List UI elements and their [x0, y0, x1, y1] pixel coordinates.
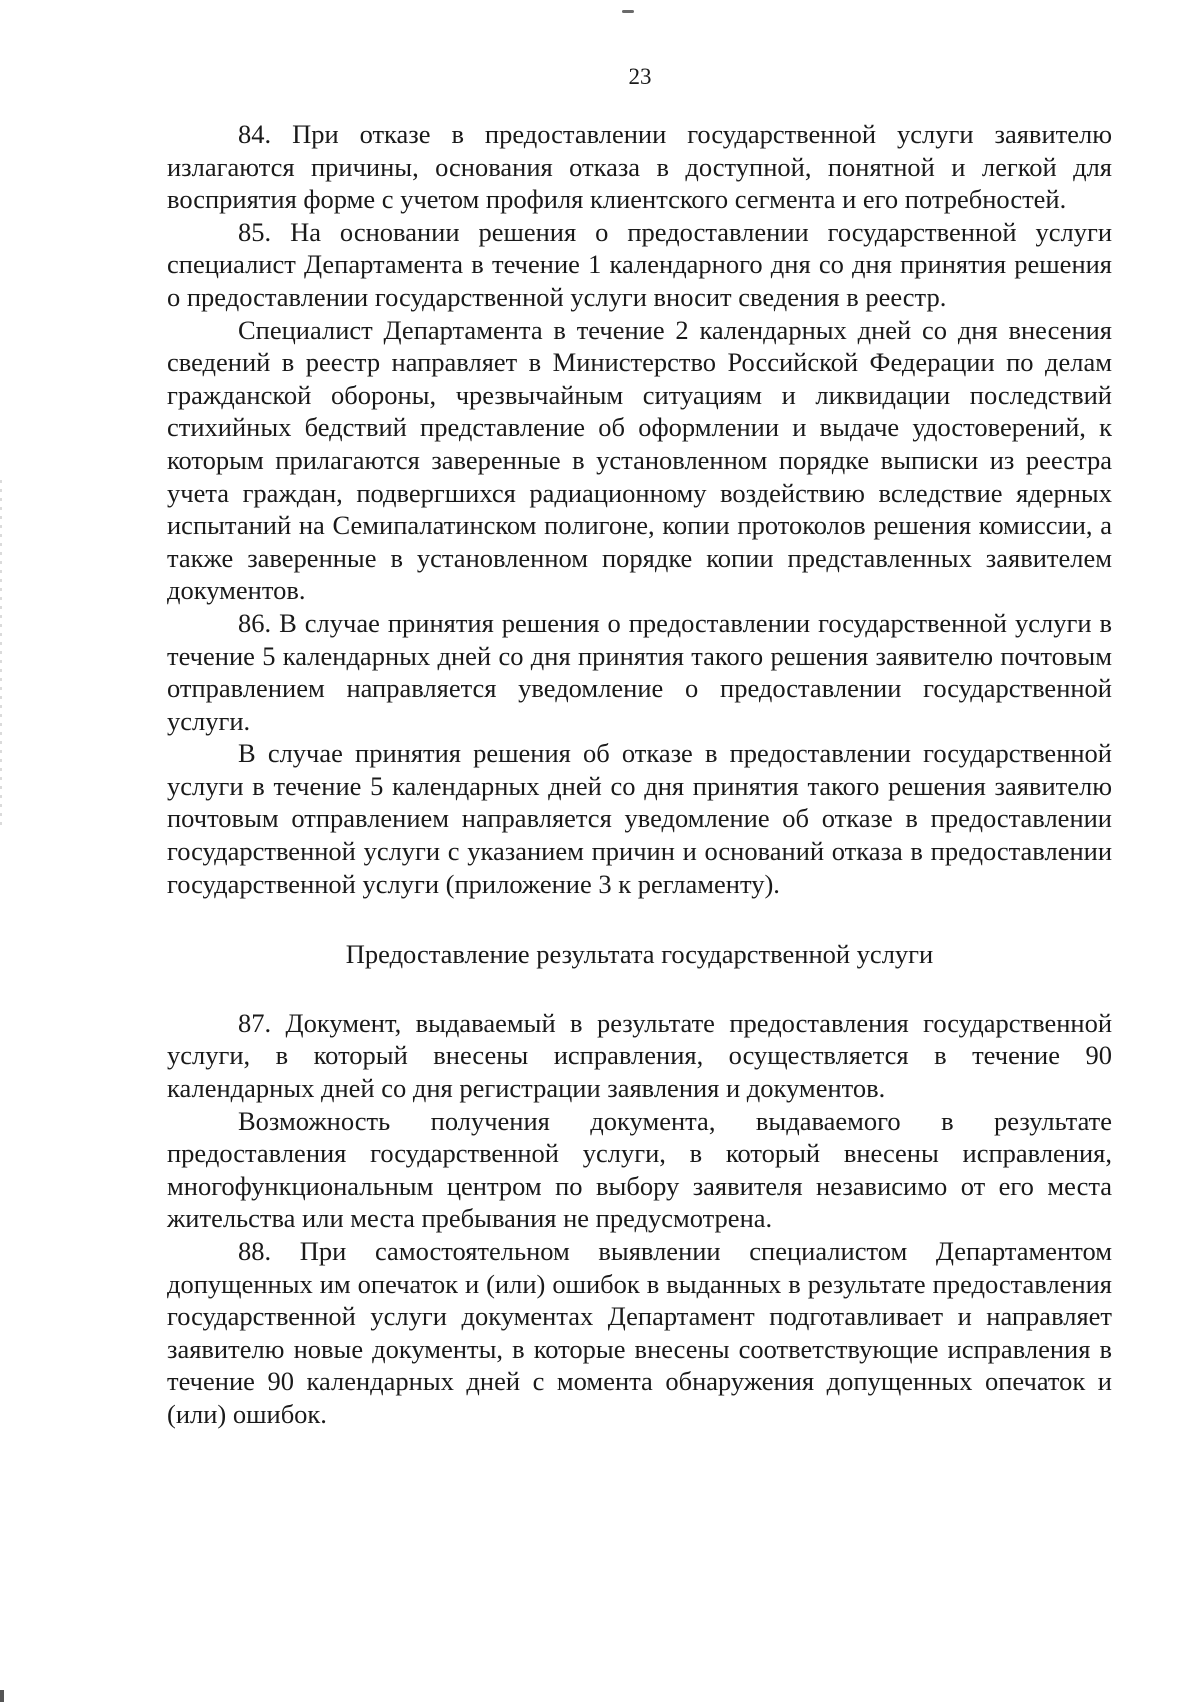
paragraph-85: 85. На основании решения о предоставлении государственной услуги специалист Департамента в течение 1 календарного дня со дня принятия решения о предоставлении государственной услуги вносит сведения в реестр.: [167, 216, 1112, 312]
page-number: 23: [628, 64, 652, 89]
paragraph-86-continued: В случае принятия решения об отказе в предоставлении государственной услуги в течение 5 календарных дней со дня принятия такого решения заявителю почтовым отправлением направляется уведомление об отказе в предоставлении государственной услуги с указанием причин и оснований отказа в предоставлении государственной услуги (приложение 3 к регламенту).: [167, 738, 1112, 899]
scan-speck: [622, 10, 634, 13]
scan-edge-mark: [0, 1690, 4, 1702]
paragraph-87: 87. Документ, выдаваемый в результате предоставления государственной услуги, в который внесены исправления, осуществляется в течение 90 календарных дней со дня регистрации заявления и документов.: [167, 1007, 1112, 1104]
paragraph-88: 88. При самостоятельном выявлении специалистом Департаментом допущенных им опечаток и (или) ошибок в выданных в результате предоставления государственной услуги документах Департамент подготавливает и направляет заявителю новые документы, в которые внесены соответствующие исправления в течение 90 календарных дней с момента обнаружения допущенных опечаток и (или) ошибок.: [167, 1236, 1112, 1429]
section-heading: Предоставление результата государственной услуги: [345, 939, 934, 970]
paragraph-86: 86. В случае принятия решения о предоставлении государственной услуги в течение 5 календарных дней со дня принятия такого решения заявителю почтовым отправлением направляется уведомление о предоставлении государственной услуги.: [167, 607, 1112, 736]
paragraph-84: 84. При отказе в предоставлении государственной услуги заявителю излагаются причины, основания отказа в доступной, понятной и легкой для восприятия форме с учетом профиля клиентского сегмента и его потребностей.: [167, 119, 1112, 215]
document-body: [167, 118, 1112, 1431]
scan-edge-marks: [0, 480, 2, 830]
paragraph-85-continued: Специалист Департамента в течение 2 календарных дней со дня внесения сведений в реестр направляет в Министерство Российской Федерации по делам гражданской обороны, чрезвычайным ситуациям и ликвидации последствий стихийных бедствий представление об оформлении и выдаче удостоверений, к которым прилагаются заверенные в установленном порядке выписки из реестра учета граждан, подвергшихся радиационному воздействию вследствие ядерных испытаний на Семипалатинском полигоне, копии протоколов решения комиссии, а также заверенные в установленном порядке копии представленных заявителем документов.: [167, 314, 1112, 606]
paragraph-87-continued: Возможность получения документа, выдаваемого в результате предоставления государственной услуги, в который внесены исправления, многофункциональным центром по выбору заявителя независимо от его места жительства или места пребывания не предусмотрена.: [167, 1105, 1112, 1234]
